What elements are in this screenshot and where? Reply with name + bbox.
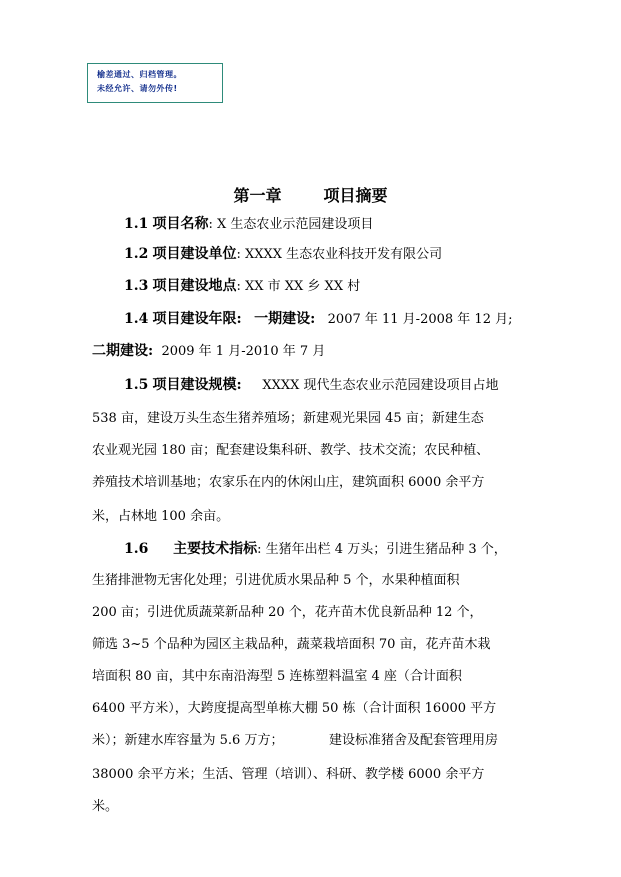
section-1-5: 1.5 项目建设规模: XXXX 现代生态农业示范园建设项目占地 [124,377,499,393]
section-number: 1.6 [124,541,149,557]
section-1-1 [124,216,373,233]
section-number: 1.2 [124,246,149,262]
section-number: 1.5 [124,377,149,393]
phase1-value: 2007 年 11 月-2008 年 12 月; [327,312,513,327]
paragraph-line: 生猪排泄物无害化处理；引进优质水果品种 5 个，水果种植面积 [92,573,460,588]
chapter-number: 第一章 [233,186,282,205]
section-1-3 [124,278,360,295]
section-value: : XX 市 XX 乡 XX 村 [236,279,361,294]
section-label: 主要技术指标 [173,541,258,557]
section-label: 项目建设地点 [152,278,237,294]
stamp-line-2: 未经允许、请勿外传! [97,84,178,93]
section-label: 项目建设单位 [152,246,237,262]
paragraph-line: 筛选 3~5 个品种为园区主栽品种，蔬菜栽培面积 70 亩，花卉苗木栽 [92,637,491,652]
phase2-value: 2009 年 1 月-2010 年 7 月 [161,344,326,359]
phase2-label: 二期建设: [92,343,154,359]
section-label: 项目建设规模 [152,377,237,393]
paragraph-line: : 生猪年出栏 4 万头；引进生猪品种 3 个， [257,542,507,557]
section-value: : X 生态农业示范园建设项目 [208,217,374,232]
paragraph-line: 农业观光园 180 亩；配套建设集科研、教学、技术交流；农民种植、 [92,443,490,458]
paragraph-line: 38000 余平方米；生活、管理（培训）、科研、教学楼 6000 余平方 [92,767,485,782]
paragraph-line [92,733,283,749]
confidential-stamp [87,63,223,103]
paragraph-line: 米，占林地 100 余亩。 [92,509,230,524]
section-value: : XXXX 生态农业科技开发有限公司 [236,247,443,262]
section-number: 1.4 [124,311,149,327]
section-number: 1.1 [124,216,149,232]
paragraph-line: 养殖技术培训基地；农家乐在内的休闲山庄，建筑面积 6000 余平方 [92,475,485,490]
paragraph-line: 培面积 80 亩，其中东南沿海型 5 连栋塑料温室 4 座（合计面积 [92,669,462,684]
section-1-6 [124,541,507,558]
section-1-4: 1.4 项目建设年限: 一期建设: 2007 年 11 月-2008 年 12 月; [124,311,513,327]
paragraph-line: 538 亩，建设万头生态生猪养殖场；新建观光果园 45 亩；新建生态 [92,411,484,426]
paragraph-line: 米。 [92,799,119,814]
section-label: 项目名称 [152,216,209,232]
chapter-heading [0,183,621,206]
paragraph-line: XXXX 现代生态农业示范园建设项目占地 [262,378,499,393]
stamp-line-1: 榆差通过、归档管理。 [97,70,182,79]
paragraph-line: 200 亩；引进优质蔬菜新品种 20 个，花卉苗木优良新品种 12 个， [92,605,483,620]
paragraph-line: 6400 平方米），大跨度提高型单栋大棚 50 栋（合计面积 16000 平方 [92,701,497,716]
paragraph-line-part: 米）；新建水库容量为 5.6 万方； [92,733,284,748]
chapter-title: 项目摘要 [323,186,388,205]
section-1-4-phase2 [92,343,325,360]
section-number: 1.3 [124,278,149,294]
phase1-label: 一期建设: [254,311,316,327]
section-1-2 [124,246,442,263]
paragraph-line-part: 建设标准猪舍及配套管理用房 [329,733,499,748]
section-label: 项目建设年限 [152,311,237,327]
